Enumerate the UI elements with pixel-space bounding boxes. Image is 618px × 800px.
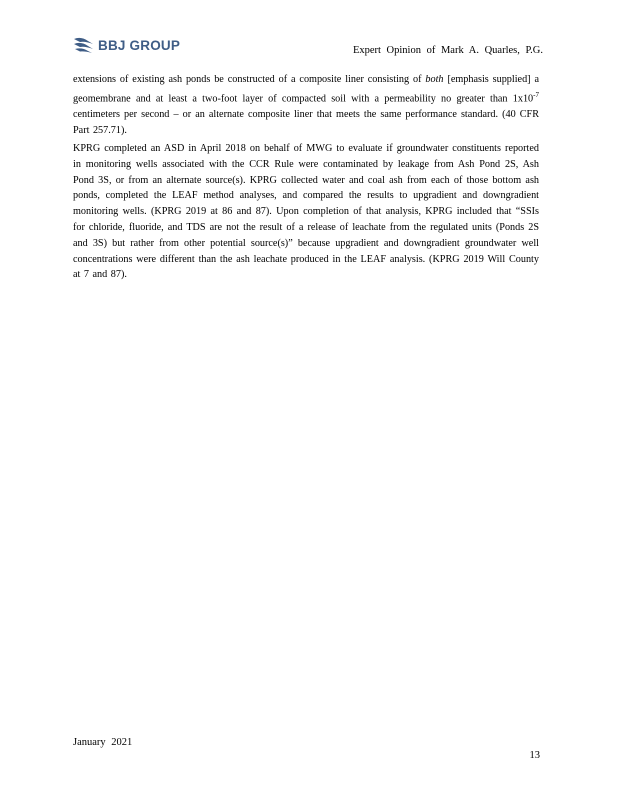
- header-title: Expert Opinion of Mark A. Quarles, P.G.: [352, 45, 543, 56]
- paragraph-1-part-2: [emphasis supplied] a geomembrane and at least a two-foot layer of compacted soil with a permeability no greater than 1x10: [73, 74, 539, 105]
- paragraph-1-part-3: centimeters per second – or an alternate composite liner that meets the same performance standard. (40 CFR Part 257.71).: [73, 108, 539, 136]
- logo-text: BBJ GROUP: [98, 37, 181, 53]
- paragraph-1-part-1: extensions of existing ash ponds be constructed of a composite liner consisting of: [73, 74, 426, 85]
- bbj-group-logo: [73, 36, 180, 54]
- emphasis-word: both: [425, 74, 444, 85]
- footer-date: January 2021: [73, 737, 133, 748]
- paragraph-2-text: KPRG completed an ASD in April 2018 on behalf of MWG to evaluate if groundwater constituents reported in monitoring wells associated with the CCR Rule were contaminated by leakage from Ash Pond 2S, Ash Pond 3S, or from an alternate source(s). KPRG collected water and coal ash from each of those bottom ash ponds, completed the LEAF method analyses, and compared the results to upgradient and downgradient monitoring wells. (KPRG 2019 at 86 and 87). Upon completion of that analysis, KPRG included that “SSIs for chloride, fluoride, and TDS are not the result of a release of leachate from the regulated units (Ponds 2S and 3S) but rather from other potential source(s)” because upgradient and downgradient groundwater well concentrations were different than the ash leachate produced in the LEAF analysis. (KPRG 2019 Will County at 7 and 87).: [73, 143, 539, 281]
- paragraph-2: [73, 141, 539, 283]
- page-number: 13: [529, 750, 540, 761]
- exponent: -7: [533, 90, 539, 99]
- logo-wave-icon: [73, 36, 95, 54]
- paragraph-1: [73, 72, 539, 139]
